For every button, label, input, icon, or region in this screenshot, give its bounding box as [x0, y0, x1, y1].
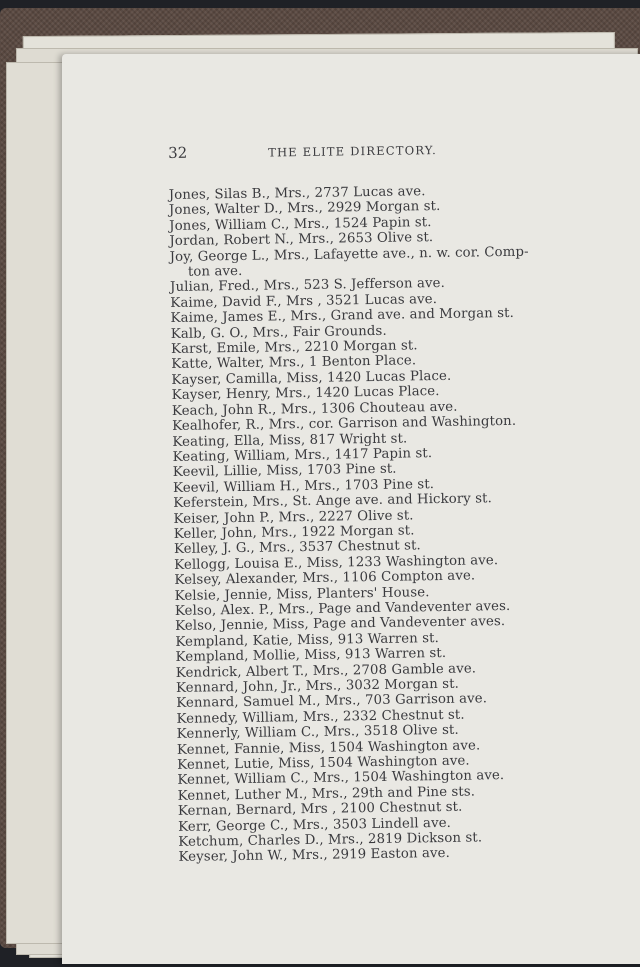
- directory-list: [169, 182, 599, 866]
- directory-entry: Kennedy, William, Mrs., 2332 Chestnut st.: [176, 707, 465, 727]
- page-number: 32: [168, 143, 188, 162]
- directory-entry: Kelsey, Alexander, Mrs., 1106 Compton ave.: [174, 568, 476, 589]
- directory-entry: Kerr, George C., Mrs., 3503 Lindell ave.: [178, 815, 452, 835]
- directory-entry: Keating, Ella, Miss, 817 Wright st.: [172, 430, 408, 450]
- directory-entry: Keevil, Lillie, Miss, 1703 Pine st.: [172, 461, 397, 481]
- directory-entry: Kelsie, Jennie, Miss, Planters' House.: [174, 584, 430, 604]
- directory-entry: Jones, Silas B., Mrs., 2737 Lucas ave.: [168, 184, 426, 203]
- page-content: [168, 138, 599, 866]
- directory-entry: Kaime, David F., Mrs , 3521 Lucas ave.: [170, 291, 438, 311]
- directory-entry: Keach, John R., Mrs., 1306 Chouteau ave.: [171, 399, 458, 419]
- directory-entry: Joy, George L., Mrs., Lafayette ave., n. w. cor. Comp-: [169, 244, 529, 265]
- directory-entry: Kennet, Fannie, Miss, 1504 Washington ave.: [176, 738, 481, 758]
- directory-entry: Ketchum, Charles D., Mrs., 2819 Dickson st.: [178, 830, 483, 850]
- directory-entry: Kelley, J. G., Mrs., 3537 Chestnut st.: [173, 538, 421, 558]
- directory-entry: Kempland, Katie, Miss, 913 Warren st.: [175, 630, 440, 650]
- directory-entry: Kalb, G. O., Mrs., Fair Grounds.: [170, 323, 387, 342]
- directory-entry: Keferstein, Mrs., St. Ange ave. and Hickory st.: [173, 491, 493, 512]
- directory-entry: Kayser, Henry, Mrs., 1420 Lucas Place.: [171, 384, 440, 404]
- directory-entry: Kempland, Mollie, Miss, 913 Warren st.: [175, 646, 447, 666]
- directory-entry: Keating, William, Mrs., 1417 Papin st.: [172, 446, 433, 465]
- directory-entry: Kelso, Alex. P., Mrs., Page and Vandeventer aves.: [174, 598, 511, 619]
- directory-entry: Katte, Walter, Mrs., 1 Benton Place.: [171, 353, 417, 373]
- running-head-title: THE ELITE DIRECTORY.: [268, 143, 438, 160]
- directory-entry: Kealhofer, R., Mrs., cor. Garrison and Washington.: [172, 413, 517, 435]
- directory-entry: Keyser, John W., Mrs., 2919 Easton ave.: [178, 846, 450, 866]
- directory-entry: Kennet, Lutie, Miss, 1504 Washington ave.: [177, 753, 470, 773]
- directory-entry: Jordan, Robert N., Mrs., 2653 Olive st.: [169, 230, 434, 250]
- directory-entry: Kaime, James E., Mrs., Grand ave. and Morgan st.: [170, 306, 514, 327]
- directory-entry: Kernan, Bernard, Mrs , 2100 Chestnut st.: [177, 799, 463, 820]
- directory-entry: Keevil, William H., Mrs., 1703 Pine st.: [172, 476, 435, 496]
- directory-entry: Karst, Emile, Mrs., 2210 Morgan st.: [170, 338, 418, 358]
- directory-entry: Julian, Fred., Mrs., 523 S. Jefferson ave.: [170, 276, 445, 296]
- directory-entry: Keiser, John P., Mrs., 2227 Olive st.: [173, 507, 414, 527]
- directory-entry: Kelso, Jennie, Miss, Page and Vandeventer aves.: [175, 614, 506, 635]
- directory-entry: Keller, John, Mrs., 1922 Morgan st.: [173, 523, 415, 542]
- directory-entry: Kennard, Samuel M., Mrs., 703 Garrison ave.: [176, 691, 488, 712]
- directory-entry: Kennard, John, Jr., Mrs., 3032 Morgan st.: [175, 676, 460, 696]
- directory-entry: Kellogg, Louisa E., Miss, 1233 Washington ave.: [174, 552, 499, 573]
- directory-entry: Kendrick, Albert T., Mrs., 2708 Gamble ave.: [175, 661, 477, 681]
- directory-entry: ton ave.: [187, 263, 243, 280]
- directory-entry: Kennet, William C., Mrs., 1504 Washington ave.: [177, 768, 505, 789]
- directory-entry: Jones, Walter D., Mrs., 2929 Morgan st.: [168, 199, 441, 219]
- directory-entry: Kayser, Camilla, Miss, 1420 Lucas Place.: [171, 368, 452, 388]
- directory-entry: Jones, William C., Mrs., 1524 Papin st.: [169, 214, 432, 234]
- directory-entry: Kennet, Luther M., Mrs., 29th and Pine sts.: [177, 784, 476, 804]
- directory-entry: Kennerly, William C., Mrs., 3518 Olive st.: [176, 722, 459, 743]
